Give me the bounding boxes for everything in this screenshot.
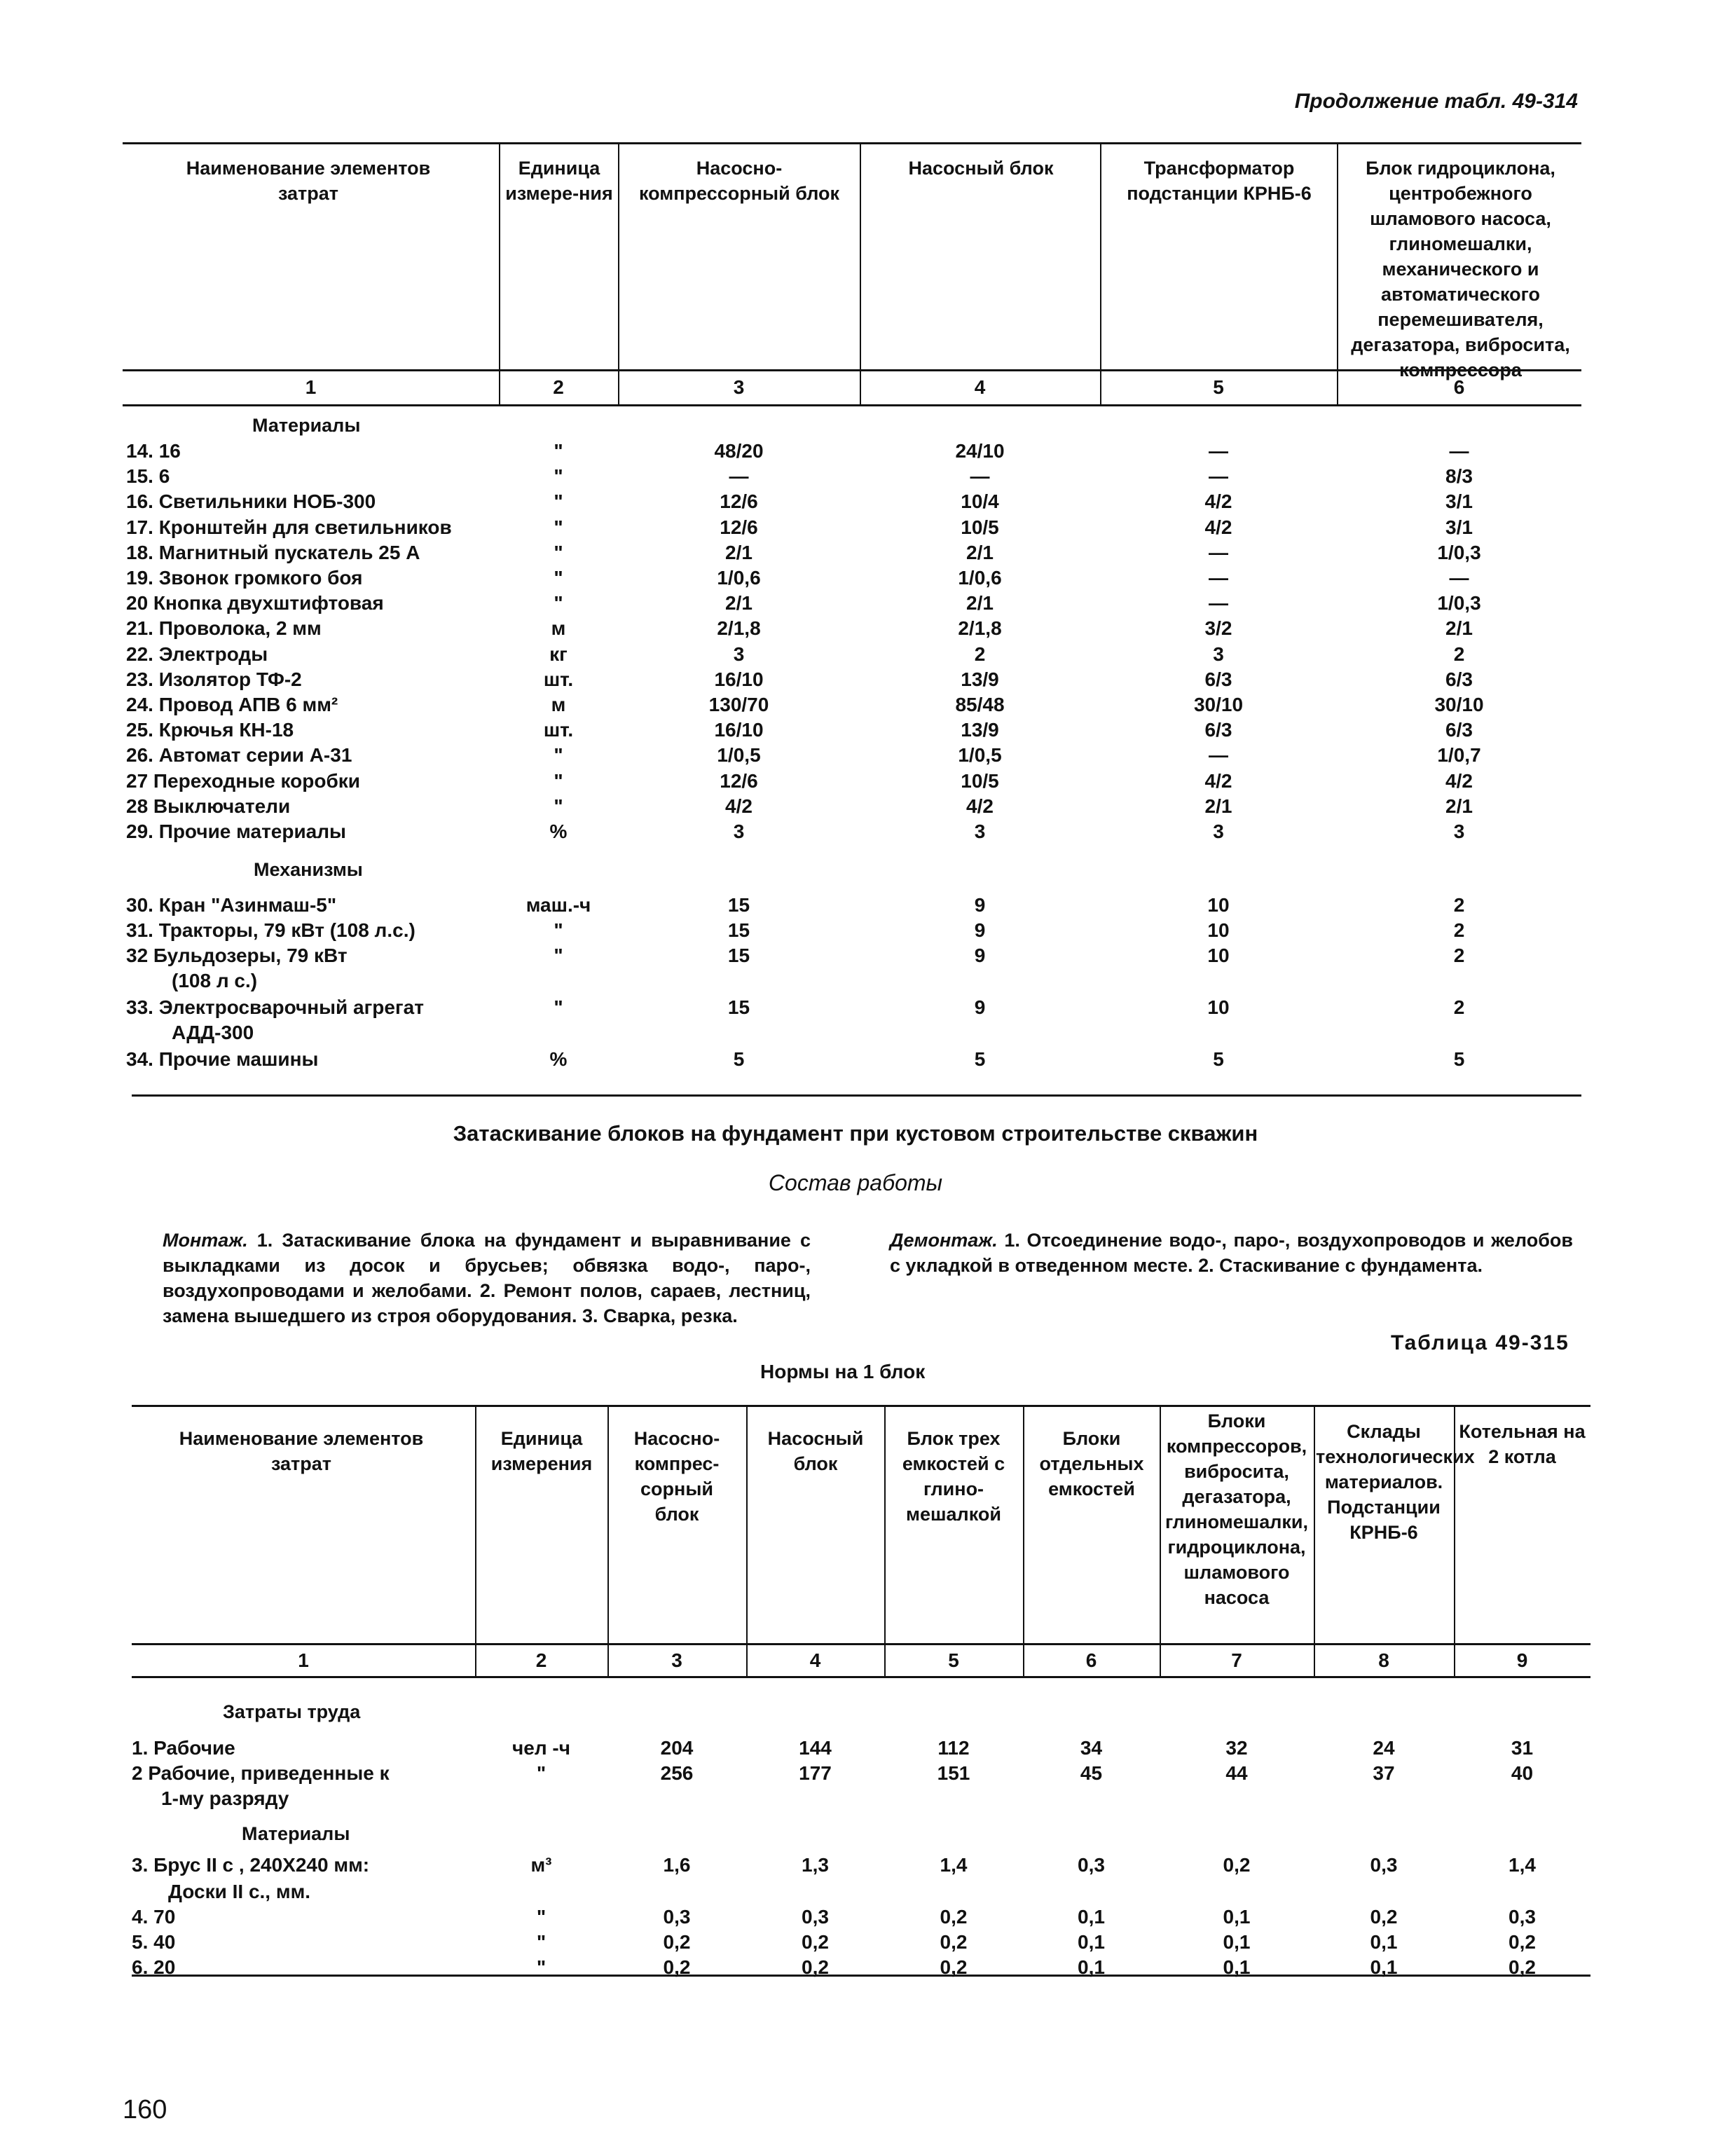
cell-c4: 13/9: [961, 668, 999, 690]
row-name: 15. 6: [126, 465, 170, 488]
table2-header-col3: Насосно-компрес-сорный блок: [633, 1428, 720, 1525]
cell-unit: ": [536, 1931, 547, 1953]
table-row: [0, 794, 1711, 819]
table-row: [0, 439, 1711, 464]
table2-colnum: 7: [1231, 1649, 1242, 1671]
table1-section-mechanisms: Механизмы: [254, 859, 363, 880]
cell-c3: 12/6: [720, 769, 758, 792]
cell-value: 0,1: [1078, 1906, 1105, 1928]
cell-c4: 1/0,5: [958, 744, 1002, 767]
cell-c4: 1/0,6: [958, 567, 1002, 589]
row-name: 29. Прочие материалы: [126, 820, 346, 842]
row-name-cont: 1-му разряду: [161, 1787, 289, 1809]
cell-c5: 3: [1213, 643, 1224, 665]
cell-c6: —: [1449, 440, 1469, 462]
dismount-paragraph: [890, 1228, 1573, 1278]
cell-value: 0,2: [663, 1931, 691, 1953]
cell-c6: 1/0,7: [1437, 744, 1481, 767]
cell-value: 40: [1511, 1762, 1534, 1784]
table-row: [0, 464, 1711, 489]
cell-c6: 8/3: [1445, 465, 1473, 488]
cell-c4: 3: [974, 820, 986, 842]
row-name: 28 Выключатели: [126, 795, 291, 817]
row-name: 30. Кран "Азинмаш-5": [126, 894, 337, 916]
table1-numbers-rule: [123, 404, 1581, 406]
table-row: [0, 995, 1711, 1043]
cell-c3: 2/1,8: [717, 617, 761, 640]
cell-c6: 4/2: [1445, 769, 1473, 792]
table-row: [0, 1904, 1711, 1930]
cell-c4: 2/1,8: [958, 617, 1002, 640]
cell-unit: ": [554, 490, 563, 513]
table-row: [0, 692, 1711, 717]
cell-unit: ": [554, 592, 563, 614]
cell-c3: 12/6: [720, 516, 758, 538]
table-row: [0, 1930, 1711, 1955]
table1-header-rule: [123, 369, 1581, 371]
table2-header-col5: Блок трех емкостей с глино-мешалкой: [902, 1428, 1005, 1525]
table1-colnum: 4: [974, 376, 986, 398]
table-row: [0, 1047, 1711, 1072]
table-row: [0, 918, 1711, 943]
cell-value: 0,2: [940, 1906, 968, 1928]
cell-c6: 2: [1453, 945, 1465, 966]
cell-c4: 9: [974, 945, 986, 966]
table2-divider: [746, 1406, 748, 1676]
cell-c6: 3/1: [1445, 516, 1473, 538]
cell-value: 0,3: [1509, 1906, 1536, 1928]
table1-header-col3: Насосно-компрессорный блок: [638, 158, 840, 204]
table1-header-col4: Насосный блок: [908, 158, 1054, 179]
cell-c6: 2: [1453, 996, 1465, 1018]
table-row: [0, 616, 1711, 641]
cell-value: 177: [799, 1762, 832, 1784]
cell-value: 1,4: [1509, 1854, 1536, 1876]
cell-c4: —: [970, 465, 990, 488]
cell-c6: 2: [1453, 643, 1465, 665]
table1-colnum: 5: [1213, 376, 1224, 398]
cell-c4: 85/48: [955, 694, 1005, 715]
row-name: 23. Изолятор ТФ-2: [126, 668, 302, 690]
cell-c3: 16/10: [714, 719, 764, 741]
row-name-cont: (108 л с.): [172, 970, 258, 991]
table1-colnum: 6: [1453, 376, 1465, 398]
cell-value: 0,1: [1223, 1956, 1251, 1978]
cell-value: 45: [1080, 1762, 1103, 1784]
table-row: [0, 1761, 1711, 1809]
cell-c6: 3/1: [1445, 490, 1473, 513]
cell-value: 0,2: [940, 1931, 968, 1953]
cell-value: 0,3: [1370, 1854, 1398, 1876]
row-name: 34. Прочие машины: [126, 1048, 319, 1070]
table1-header-name: Наименование элементов затрат: [186, 158, 431, 204]
cell-value: 0,3: [802, 1906, 829, 1928]
cell-c4: 4/2: [966, 795, 994, 817]
table-row: [0, 1879, 1711, 1904]
table2-header-col6: Блоки отдельных емкостей: [1039, 1428, 1144, 1499]
cell-c3: 3: [733, 643, 745, 665]
row-name: 16. Светильники НОБ-300: [126, 490, 376, 513]
cell-c4: 24/10: [955, 440, 1005, 462]
cell-c5: 10: [1207, 894, 1230, 916]
cell-value: 0,1: [1078, 1931, 1105, 1953]
norms-label: Нормы на 1 блок: [760, 1361, 926, 1382]
cell-c6: 2: [1453, 894, 1465, 916]
table1-header-unit: Единица измере-ния: [505, 158, 613, 204]
cell-c5: 10: [1207, 945, 1230, 966]
cell-c4: 13/9: [961, 719, 999, 741]
cell-c3: 1/0,5: [717, 744, 761, 767]
cell-c5: —: [1209, 744, 1228, 767]
cell-unit: кг: [549, 643, 568, 665]
cell-unit: %: [549, 1048, 568, 1070]
row-name: 14. 16: [126, 440, 181, 462]
cell-c6: 1/0,3: [1437, 592, 1481, 614]
cell-unit: м: [551, 694, 566, 715]
cell-c5: —: [1209, 541, 1228, 563]
row-name: Доски II с., мм.: [168, 1881, 311, 1902]
cell-value: 0,1: [1078, 1956, 1105, 1978]
table-row: [0, 819, 1711, 844]
table1-colnum: 1: [305, 376, 317, 398]
table-row: [0, 1853, 1711, 1878]
row-name: 17. Кронштейн для светильников: [126, 516, 452, 538]
cell-c3: 15: [727, 945, 750, 966]
cell-c3: 2/1: [725, 541, 753, 563]
row-name: 18. Магнитный пускатель 25 А: [126, 541, 420, 563]
row-name: 21. Проволока, 2 мм: [126, 617, 322, 640]
cell-value: 0,2: [940, 1956, 968, 1978]
table-row: [0, 591, 1711, 616]
table2-top-rule: [132, 1405, 1590, 1407]
cell-unit: ": [536, 1956, 547, 1978]
mount-paragraph: [163, 1228, 811, 1328]
row-name: 20 Кнопка двухштифтовая: [126, 592, 384, 614]
table2-header-rule: [132, 1643, 1590, 1645]
cell-c6: 2: [1453, 919, 1465, 941]
cell-c4: 10/5: [961, 516, 999, 538]
table1-divider: [499, 144, 500, 404]
table1-header-col6: Блок гидроциклона, центробежного шламового насоса, глиномешалки, механического и автоматического перемешивателя, дегазатора, вибросита, компрессора: [1351, 158, 1570, 380]
cell-unit: ": [554, 567, 563, 589]
cell-unit: ": [554, 465, 563, 488]
cell-unit: ": [554, 541, 563, 563]
cell-c6: 1/0,3: [1437, 541, 1481, 563]
cell-value: 0,3: [663, 1906, 691, 1928]
cell-c6: 2/1: [1445, 617, 1473, 640]
dismount-label: Демонтаж.: [890, 1230, 998, 1251]
cell-value: 32: [1225, 1737, 1248, 1759]
cell-value: 0,1: [1223, 1931, 1251, 1953]
cell-value: 44: [1225, 1762, 1248, 1784]
table-row: [0, 489, 1711, 514]
cell-value: 0,1: [1223, 1906, 1251, 1928]
table2-header-col8: Склады технологических материалов. Подстанции КРНБ-6: [1316, 1421, 1475, 1543]
table2-divider: [1160, 1406, 1161, 1676]
continuation-label: Продолжение табл. 49-314: [1294, 90, 1578, 113]
table2-divider: [1023, 1406, 1024, 1676]
cell-unit: м³: [530, 1854, 552, 1876]
table2-divider: [1314, 1406, 1315, 1676]
row-name: 26. Автомат серии А-31: [126, 744, 352, 767]
cell-c4: 9: [974, 894, 986, 916]
cell-value: 31: [1511, 1737, 1534, 1759]
cell-c4: 10/5: [961, 769, 999, 792]
cell-unit: ": [554, 996, 563, 1018]
cell-unit: ": [554, 516, 563, 538]
cell-unit: ": [536, 1906, 547, 1928]
dismount-text: 1. Отсоединение водо-, паро-, воздухопроводов и желобов с укладкой в отведенном месте. 2. Стаскивание с фундамента.: [890, 1230, 1573, 1276]
cell-unit: ": [554, 919, 563, 941]
cell-c3: 15: [727, 894, 750, 916]
row-name-cont: АДД-300: [172, 1022, 254, 1043]
cell-value: 144: [799, 1737, 832, 1759]
table2-colnum: 9: [1516, 1649, 1528, 1671]
cell-value: 0,1: [1370, 1931, 1398, 1953]
table1-bottom-rule: [132, 1094, 1581, 1097]
cell-c5: 6/3: [1204, 668, 1232, 690]
table1-divider: [1337, 144, 1338, 404]
cell-value: 0,2: [663, 1956, 691, 1978]
table2-header-col7: Блоки компрессоров, вибросита, дегазатора, глиномешалки, гидроциклона, шламового насоса: [1164, 1410, 1309, 1608]
cell-c4: 5: [974, 1048, 986, 1070]
page-number: 160: [123, 2095, 167, 2124]
cell-c5: 4/2: [1204, 516, 1232, 538]
cell-c5: 3: [1213, 820, 1224, 842]
cell-value: 204: [660, 1737, 694, 1759]
table-row: [0, 769, 1711, 794]
table-row: [0, 943, 1711, 991]
table2-divider: [475, 1406, 476, 1676]
row-name: 4. 70: [132, 1906, 176, 1928]
cell-c5: 4/2: [1204, 490, 1232, 513]
cell-c6: 3: [1453, 820, 1465, 842]
row-name: 19. Звонок громкого боя: [126, 567, 363, 589]
cell-unit: ": [554, 440, 563, 462]
cell-value: 0,2: [802, 1956, 829, 1978]
table-row: [0, 743, 1711, 768]
cell-unit: ": [554, 795, 563, 817]
cell-unit: ": [536, 1762, 547, 1784]
cell-c5: 10: [1207, 996, 1230, 1018]
row-name: 27 Переходные коробки: [126, 769, 360, 792]
row-name: 25. Крючья КН-18: [126, 719, 294, 741]
table2-colnum: 1: [298, 1649, 309, 1671]
cell-value: 34: [1080, 1737, 1103, 1759]
row-name: 3. Брус II с , 240Х240 мм:: [132, 1854, 370, 1876]
table2-colnum: 2: [535, 1649, 547, 1671]
table1-colnum: 2: [553, 376, 564, 398]
cell-value: 0,2: [1509, 1956, 1536, 1978]
row-name: 6. 20: [132, 1956, 176, 1978]
table2-colnum: 5: [948, 1649, 959, 1671]
cell-c5: —: [1209, 567, 1228, 589]
cell-c5: 10: [1207, 919, 1230, 941]
cell-value: 0,2: [1370, 1906, 1398, 1928]
table2-colnum: 6: [1085, 1649, 1097, 1671]
table2-header-col4: Насосный блок: [767, 1428, 864, 1474]
table1-divider: [860, 144, 861, 404]
table1-header-col5: Трансформатор подстанции КРНБ-6: [1127, 158, 1312, 204]
cell-unit: шт.: [543, 668, 574, 690]
table-49-315-label: Таблица 49-315: [1391, 1331, 1569, 1354]
cell-value: 0,2: [1223, 1854, 1251, 1876]
cell-c5: 4/2: [1204, 769, 1232, 792]
cell-value: 1,4: [940, 1854, 968, 1876]
table2-divider: [607, 1406, 609, 1676]
table1-divider: [1100, 144, 1101, 404]
table2-section-materials: Материалы: [242, 1823, 350, 1844]
cell-c3: 3: [733, 820, 745, 842]
cell-value: 37: [1373, 1762, 1395, 1784]
cell-c6: 6/3: [1445, 668, 1473, 690]
table1-top-rule: [123, 142, 1581, 144]
cell-c3: —: [729, 465, 749, 488]
table-row: [0, 565, 1711, 591]
table2-numbers-rule: [132, 1676, 1590, 1678]
cell-c5: 6/3: [1204, 719, 1232, 741]
cell-value: 1,3: [802, 1854, 829, 1876]
cell-c6: 2/1: [1445, 795, 1473, 817]
cell-c5: 3/2: [1204, 617, 1232, 640]
table2-colnum: 3: [671, 1649, 682, 1671]
table2-section-labor: Затраты труда: [223, 1701, 361, 1722]
table2-header-unit: Единица измерения: [490, 1428, 593, 1474]
section-subtitle: Состав работы: [768, 1170, 943, 1195]
table2-header-name: Наименование элементов затрат: [179, 1428, 424, 1474]
mount-label: Монтаж.: [163, 1230, 248, 1251]
cell-c6: 30/10: [1434, 694, 1484, 715]
table-row: [0, 540, 1711, 565]
cell-c6: 6/3: [1445, 719, 1473, 741]
table1-section-materials: Материалы: [252, 415, 361, 436]
table-row: [0, 667, 1711, 692]
cell-c3: 16/10: [714, 668, 764, 690]
row-name: 31. Тракторы, 79 кВт (108 л.с.): [126, 919, 415, 941]
row-name: 2 Рабочие, приведенные к: [132, 1762, 390, 1784]
cell-value: 0,3: [1078, 1854, 1105, 1876]
mount-text: 1. Затаскивание блока на фундамент и выравнивание с выкладками из досок и брусьев; обвязка водо-, паро-, воздухопроводами и желобами. 2. Ремонт полов, сараев, лестниц, замена вышедшего из строя оборудования. 3. Сварка, резка.: [163, 1230, 811, 1326]
cell-unit: ": [554, 769, 563, 792]
table2-colnum: 8: [1378, 1649, 1389, 1671]
table-row: [0, 893, 1711, 918]
cell-unit: маш.-ч: [525, 894, 591, 916]
cell-unit: м: [551, 617, 566, 640]
table-row: [0, 515, 1711, 540]
cell-c3: 1/0,6: [717, 567, 761, 589]
table-row: [0, 642, 1711, 667]
cell-c5: 2/1: [1204, 795, 1232, 817]
row-name: 32 Бульдозеры, 79 кВт: [126, 945, 348, 966]
cell-c5: —: [1209, 465, 1228, 488]
table1-colnum: 3: [733, 376, 745, 398]
row-name: 33. Электросварочный агрегат: [126, 996, 424, 1018]
cell-value: 1,6: [663, 1854, 691, 1876]
table-row: [0, 1736, 1711, 1761]
cell-c3: 4/2: [725, 795, 753, 817]
cell-c5: 5: [1213, 1048, 1224, 1070]
cell-unit: ": [554, 945, 563, 966]
cell-value: 256: [660, 1762, 694, 1784]
cell-c4: 9: [974, 919, 986, 941]
cell-unit: %: [549, 820, 568, 842]
table2-bottom-rule: [132, 1975, 1590, 1977]
cell-value: 0,2: [802, 1931, 829, 1953]
table1-divider: [618, 144, 619, 404]
cell-unit: чел -ч: [512, 1737, 570, 1759]
cell-c3: 12/6: [720, 490, 758, 513]
table2-colnum: 4: [809, 1649, 821, 1671]
cell-c5: —: [1209, 440, 1228, 462]
cell-unit: шт.: [543, 719, 574, 741]
cell-value: 0,1: [1370, 1956, 1398, 1978]
table2-divider: [884, 1406, 886, 1676]
cell-c4: 2/1: [966, 541, 994, 563]
section-title: Затаскивание блоков на фундамент при кустовом строительстве скважин: [453, 1121, 1258, 1146]
cell-value: 24: [1373, 1737, 1395, 1759]
cell-value: 151: [937, 1762, 970, 1784]
row-name: 1. Рабочие: [132, 1737, 235, 1759]
cell-c3: 15: [727, 919, 750, 941]
cell-value: 112: [937, 1737, 970, 1759]
table2-header-col9: Котельная на 2 котла: [1459, 1421, 1586, 1467]
cell-value: 0,2: [1509, 1931, 1536, 1953]
table-row: [0, 717, 1711, 743]
cell-c4: 10/4: [961, 490, 999, 513]
cell-c6: 5: [1453, 1048, 1465, 1070]
cell-c4: 2: [974, 643, 986, 665]
cell-c3: 15: [727, 996, 750, 1018]
cell-c4: 9: [974, 996, 986, 1018]
cell-unit: ": [554, 744, 563, 767]
cell-c5: 30/10: [1193, 694, 1244, 715]
cell-c3: 2/1: [725, 592, 753, 614]
row-name: 24. Провод АПВ 6 мм²: [126, 694, 338, 715]
cell-c4: 2/1: [966, 592, 994, 614]
cell-c6: —: [1449, 567, 1469, 589]
cell-c3: 130/70: [708, 694, 769, 715]
row-name: 22. Электроды: [126, 643, 268, 665]
cell-c5: —: [1209, 592, 1228, 614]
row-name: 5. 40: [132, 1931, 176, 1953]
cell-c3: 48/20: [714, 440, 764, 462]
cell-c3: 5: [733, 1048, 745, 1070]
